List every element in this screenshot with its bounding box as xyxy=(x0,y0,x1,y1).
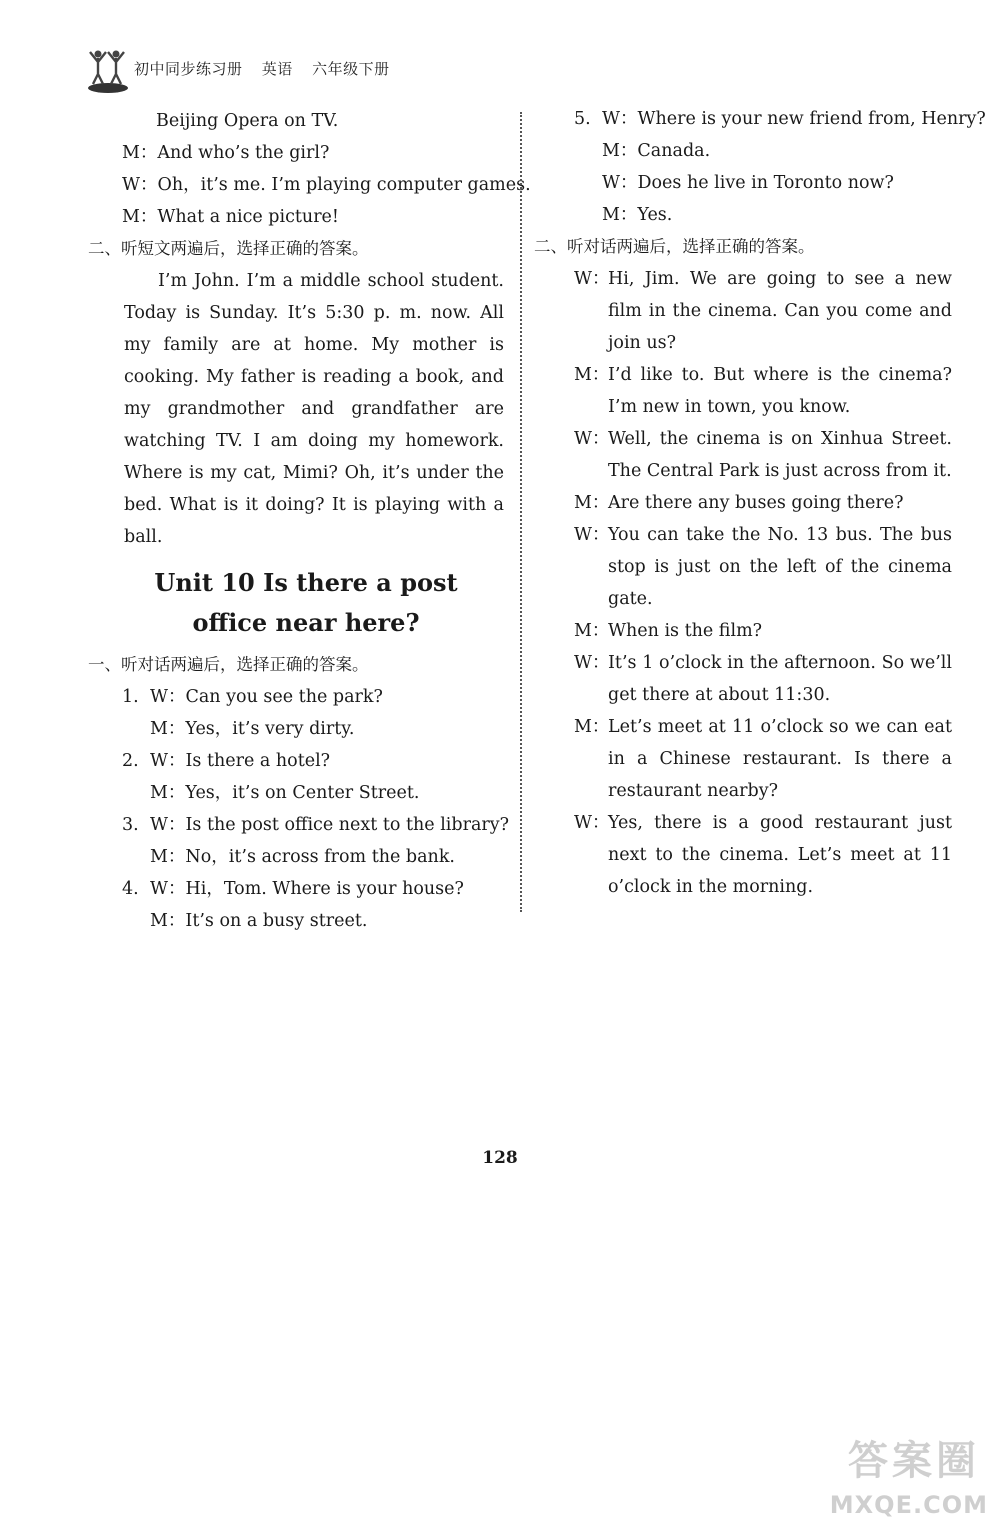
dialog-text: Let’s meet at 11 o’clock so we can eat in a Chinese restaurant. Is there a restaurant nearby? xyxy=(608,717,952,801)
dialog-line: W：Oh，it’s me. I’m playing computer games. xyxy=(122,175,531,195)
dialog-turn xyxy=(540,519,952,615)
dialog-line: Beijing Opera on TV. xyxy=(156,111,339,131)
speaker-label: M： xyxy=(574,717,610,737)
watermark-logo xyxy=(798,1429,988,1519)
dialog-line: M：Yes，it’s very dirty. xyxy=(150,719,355,739)
question-item xyxy=(88,873,504,937)
dialog-line: W：Can you see the park? xyxy=(150,687,383,707)
dialog-text: Hi, Jim. We are going to see a new film in the cinema. Can you come and join us? xyxy=(608,269,952,353)
right-column xyxy=(534,103,986,903)
speaker-label: W： xyxy=(574,813,610,833)
watermark-bottom: MXQE.COM xyxy=(829,1491,988,1519)
dialog-line: M：Yes. xyxy=(602,205,673,225)
dialog-line: M：Yes，it’s on Center Street. xyxy=(150,783,420,803)
speaker-label: W： xyxy=(574,525,610,545)
unit-title-line-1: Unit 10 Is there a post xyxy=(154,568,458,597)
dialog-line: W：Is there a hotel? xyxy=(150,751,331,771)
item-number: 2. xyxy=(122,751,139,771)
dialog-line: M：No，it’s across from the bank. xyxy=(150,847,455,867)
item-number: 4. xyxy=(122,879,139,899)
speaker-label: M： xyxy=(574,493,610,513)
dialog-line: W：Is the post office next to the library? xyxy=(150,815,510,835)
dialog-line: M：And who’s the girl? xyxy=(122,143,330,163)
item-number: 3. xyxy=(122,815,139,835)
passage-paragraph: I’m John. I’m a middle school student. Today is Sunday. It’s 5:30 p. m. now. All my family are at home. My mother is cooking. My father is reading a book, and my grandmother and grandfather are watching TV. I am doing my homework. Where is my cat, Mimi? Oh, it’s under the bed. What is it doing? It is playing with a ball. xyxy=(124,271,504,547)
dialog-turn xyxy=(540,423,952,487)
speaker-label: W： xyxy=(574,429,610,449)
dialog-turn xyxy=(540,647,952,711)
dialog-turn xyxy=(540,487,952,519)
speaker-label: W： xyxy=(574,653,610,673)
page-number: 128 xyxy=(482,1148,518,1168)
left-column xyxy=(88,105,531,937)
speaker-label: W： xyxy=(574,269,610,289)
dialog-line: W：Where is your new friend from, Henry? xyxy=(602,109,986,129)
dialog-text: Yes, there is a good restaurant just next to the cinema. Let’s meet at 11 o’clock in the morning. xyxy=(608,813,952,897)
question-item xyxy=(540,103,986,231)
speaker-label: M： xyxy=(574,365,610,385)
page-header xyxy=(86,46,506,96)
dialog-line: M：What a nice picture! xyxy=(122,207,339,227)
dialog-turn xyxy=(540,263,952,359)
dialog-text: It’s 1 o’clock in the afternoon. So we’ll get there at about 11:30. xyxy=(608,653,952,705)
subject-label: 英语 xyxy=(261,60,293,78)
book-logo-icon xyxy=(86,46,130,94)
dialog-text: You can take the No. 13 bus. The bus stop is just on the left of the cinema gate. xyxy=(608,525,952,609)
header-text xyxy=(134,58,404,79)
dialog-line: M：It’s on a busy street. xyxy=(150,911,368,931)
dialog-turn xyxy=(540,359,952,423)
watermark-top: 答案圈 xyxy=(848,1438,980,1484)
item-number: 5. xyxy=(574,109,591,129)
dialog-text: Well, the cinema is on Xinhua Street. The Central Park is just across from it. xyxy=(608,429,952,481)
dialog-text: When is the film? xyxy=(608,621,763,641)
unit-title xyxy=(88,563,504,643)
dialog-turn xyxy=(540,711,952,807)
section-heading: 二、听对话两遍后，选择正确的答案。 xyxy=(534,237,815,256)
dialog-text: Are there any buses going there? xyxy=(608,493,904,513)
dialog-line: W：Does he live in Toronto now? xyxy=(602,173,894,193)
speaker-label: M： xyxy=(574,621,610,641)
section-heading: 二、听短文两遍后，选择正确的答案。 xyxy=(88,239,369,258)
item-number: 1. xyxy=(122,687,139,707)
column-divider xyxy=(520,112,522,912)
section-heading: 一、听对话两遍后，选择正确的答案。 xyxy=(88,655,369,674)
dialog-turn xyxy=(540,807,952,903)
book-title: 初中同步练习册 xyxy=(134,60,243,78)
dialog-line: W：Hi，Tom. Where is your house? xyxy=(150,879,464,899)
dialog-turn xyxy=(540,615,952,647)
unit-title-line-2: office near here? xyxy=(192,608,420,637)
question-item xyxy=(88,809,510,873)
dialog-text: I’d like to. But where is the cinema? I’m new in town, you know. xyxy=(608,365,952,417)
question-item xyxy=(88,681,504,745)
grade-label: 六年级下册 xyxy=(312,60,390,78)
question-item xyxy=(88,745,504,809)
dialog-line: M：Canada. xyxy=(602,141,711,161)
